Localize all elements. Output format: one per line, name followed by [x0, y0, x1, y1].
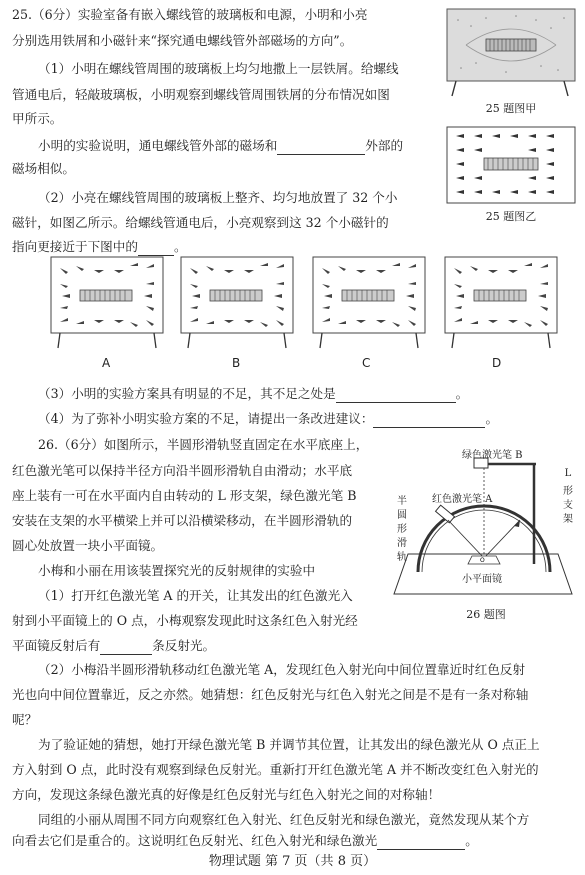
q26-line-3: 座上装有一可在水平面内自由转动的 L 形支架，绿色激光笔 B	[12, 488, 357, 503]
q26-line-4: 安装在支架的水平横梁上并可以沿横梁移动，在半圆形滑轨的	[12, 513, 353, 528]
option-d-label: D	[492, 356, 502, 370]
label-l-bracket-2: 形	[563, 486, 573, 497]
q26-line-14: 方入射到 O 点，此时没有观察到绿色反射光。重新打开红色激光笔 A 并不断改变红色入射光的	[12, 762, 539, 777]
q25-line-7: 磁场相似。	[12, 161, 75, 176]
label-rail-5: 轨	[397, 552, 407, 563]
q25-line-11	[38, 385, 468, 403]
q25-line-3: （1）小明在螺线管周围的玻璃板上均匀地撒上一层铁屑。给螺线	[38, 61, 399, 76]
label-rail-1: 半	[397, 496, 407, 507]
q25-line-6-a: 小明的实验说明，通电螺线管外部的磁场和	[38, 138, 278, 153]
option-a-label: A	[102, 356, 111, 370]
q25-line-10-a: 指向更接近于下图中的	[12, 239, 138, 254]
svg-text:O: O	[480, 557, 485, 564]
q26-line-9-a: 平面镜反射后有	[12, 638, 101, 653]
q26-line-6: 小梅和小丽在用该装置探究光的反射规律的实验中	[38, 563, 316, 578]
q25-line-5: 甲所示。	[12, 111, 63, 126]
answer-blank-1[interactable]	[277, 140, 365, 155]
page-footer: 物理试题 第 7 页（共 8 页）	[208, 854, 377, 869]
q26-line-17-b: 。	[465, 833, 478, 848]
q26-line-11: 光也向中间位置靠近，反之亦然。她猜想：红色反射光与红色入射光之间是不是有一条对称轴	[12, 687, 529, 702]
q26-line-2: 红色激光笔可以保持半径方向沿半圆形滑轨自由滑动；水平底	[12, 463, 353, 478]
q25-line-10	[12, 238, 187, 256]
q25-line-10-b: 。	[173, 239, 187, 254]
option-b-label: B	[232, 356, 241, 370]
label-rail-2: 圆	[397, 510, 407, 521]
q26-line-10: （2）小梅沿半圆形滑轨移动红色激光笔 A，发现红色入射光向中间位置靠近时红色反射	[38, 662, 526, 677]
label-red-laser: 红色激光笔 A	[432, 494, 493, 505]
q25-line-12	[38, 410, 498, 428]
q25-line-8: （2）小亮在螺线管周围的玻璃板上整齐、均匀地放置了 32 个小	[38, 190, 398, 205]
q26-line-9	[12, 637, 215, 655]
label-green-laser: 绿色激光笔 B	[462, 450, 523, 461]
figure-25-jia	[446, 8, 576, 100]
q26-line-1: 26.（6分）如图所示，半圆形滑轨竖直固定在水平底座上，	[38, 437, 369, 452]
q26-line-9-b: 条反射光。	[152, 638, 216, 653]
q25-line-6-b: 外部的	[365, 138, 404, 153]
q26-line-13: 为了验证她的猜想，她打开绿色激光笔 B 并调节其位置，让其发出的绿色激光从 O 点正上	[38, 737, 540, 752]
q26-line-15: 方向，发现这条绿色激光真的好像是红色反射光与红色入射光之间的对称轴！	[12, 787, 441, 802]
answer-blank-6[interactable]	[377, 835, 465, 850]
label-l-bracket-3: 支	[563, 500, 573, 511]
answer-blank-5[interactable]	[100, 640, 152, 655]
q26-line-7: （1）打开红色激光笔 A 的开关，让其发出的红色激光入	[38, 588, 353, 603]
q25-line-2: 分别选用铁屑和小磁针来“探究通电螺线管外部磁场的方向”。	[12, 33, 353, 48]
q25-line-12-a: （4）为了弥补小明实验方案的不足，请提出一条改进建议：	[38, 411, 374, 426]
label-l-bracket-1: L	[564, 468, 572, 479]
q25-line-11-a: （3）小明的实验方案具有明显的不足，其不足之处是	[38, 386, 336, 401]
answer-blank-4[interactable]	[373, 413, 485, 428]
q26-line-8: 射到小平面镜上的 O 点，小梅观察发现此时这条红色入射光经	[12, 613, 358, 628]
q26-line-5: 圆心处放置一块小平面镜。	[12, 538, 164, 553]
label-rail-4: 滑	[397, 538, 407, 549]
q26-line-17	[12, 832, 478, 850]
answer-blank-3[interactable]	[336, 388, 456, 403]
q26-line-16: 同组的小丽从周围不同方向观察红色入射光、红色反射光和绿色激光，竟然发现从某个方	[38, 812, 530, 827]
q25-line-1: 25.（6分）实验室备有嵌入螺线管的玻璃板和电源，小明和小亮	[12, 7, 368, 22]
answer-blank-2[interactable]	[138, 241, 174, 256]
figure-25-options	[50, 256, 580, 356]
q25-line-4: 管通电后，轻敲玻璃板，小明观察到螺线管周围铁屑的分布情况如图	[12, 87, 390, 102]
figure-25-yi	[446, 126, 576, 204]
q25-line-12-b: 。	[485, 411, 499, 426]
q26-line-12: 呢？	[12, 712, 38, 727]
figure-25-jia-caption: 25 题图甲	[485, 102, 537, 115]
q25-line-11-b: 。	[455, 386, 469, 401]
label-rail-3: 形	[397, 524, 407, 535]
label-l-bracket-4: 架	[563, 514, 573, 525]
q26-line-17-a: 向看去它们是重合的。这说明红色反射光、红色入射光和绿色激光	[12, 833, 378, 848]
q25-line-6	[38, 137, 403, 155]
figure-26-caption: 26 题图	[466, 608, 506, 621]
label-mirror: 小平面镜	[462, 574, 502, 585]
option-c-label: C	[362, 356, 371, 370]
figure-25-yi-caption: 25 题图乙	[485, 210, 537, 223]
q25-line-9: 磁针，如图乙所示。给螺线管通电后，小亮观察到这 32 个小磁针的	[12, 215, 389, 230]
